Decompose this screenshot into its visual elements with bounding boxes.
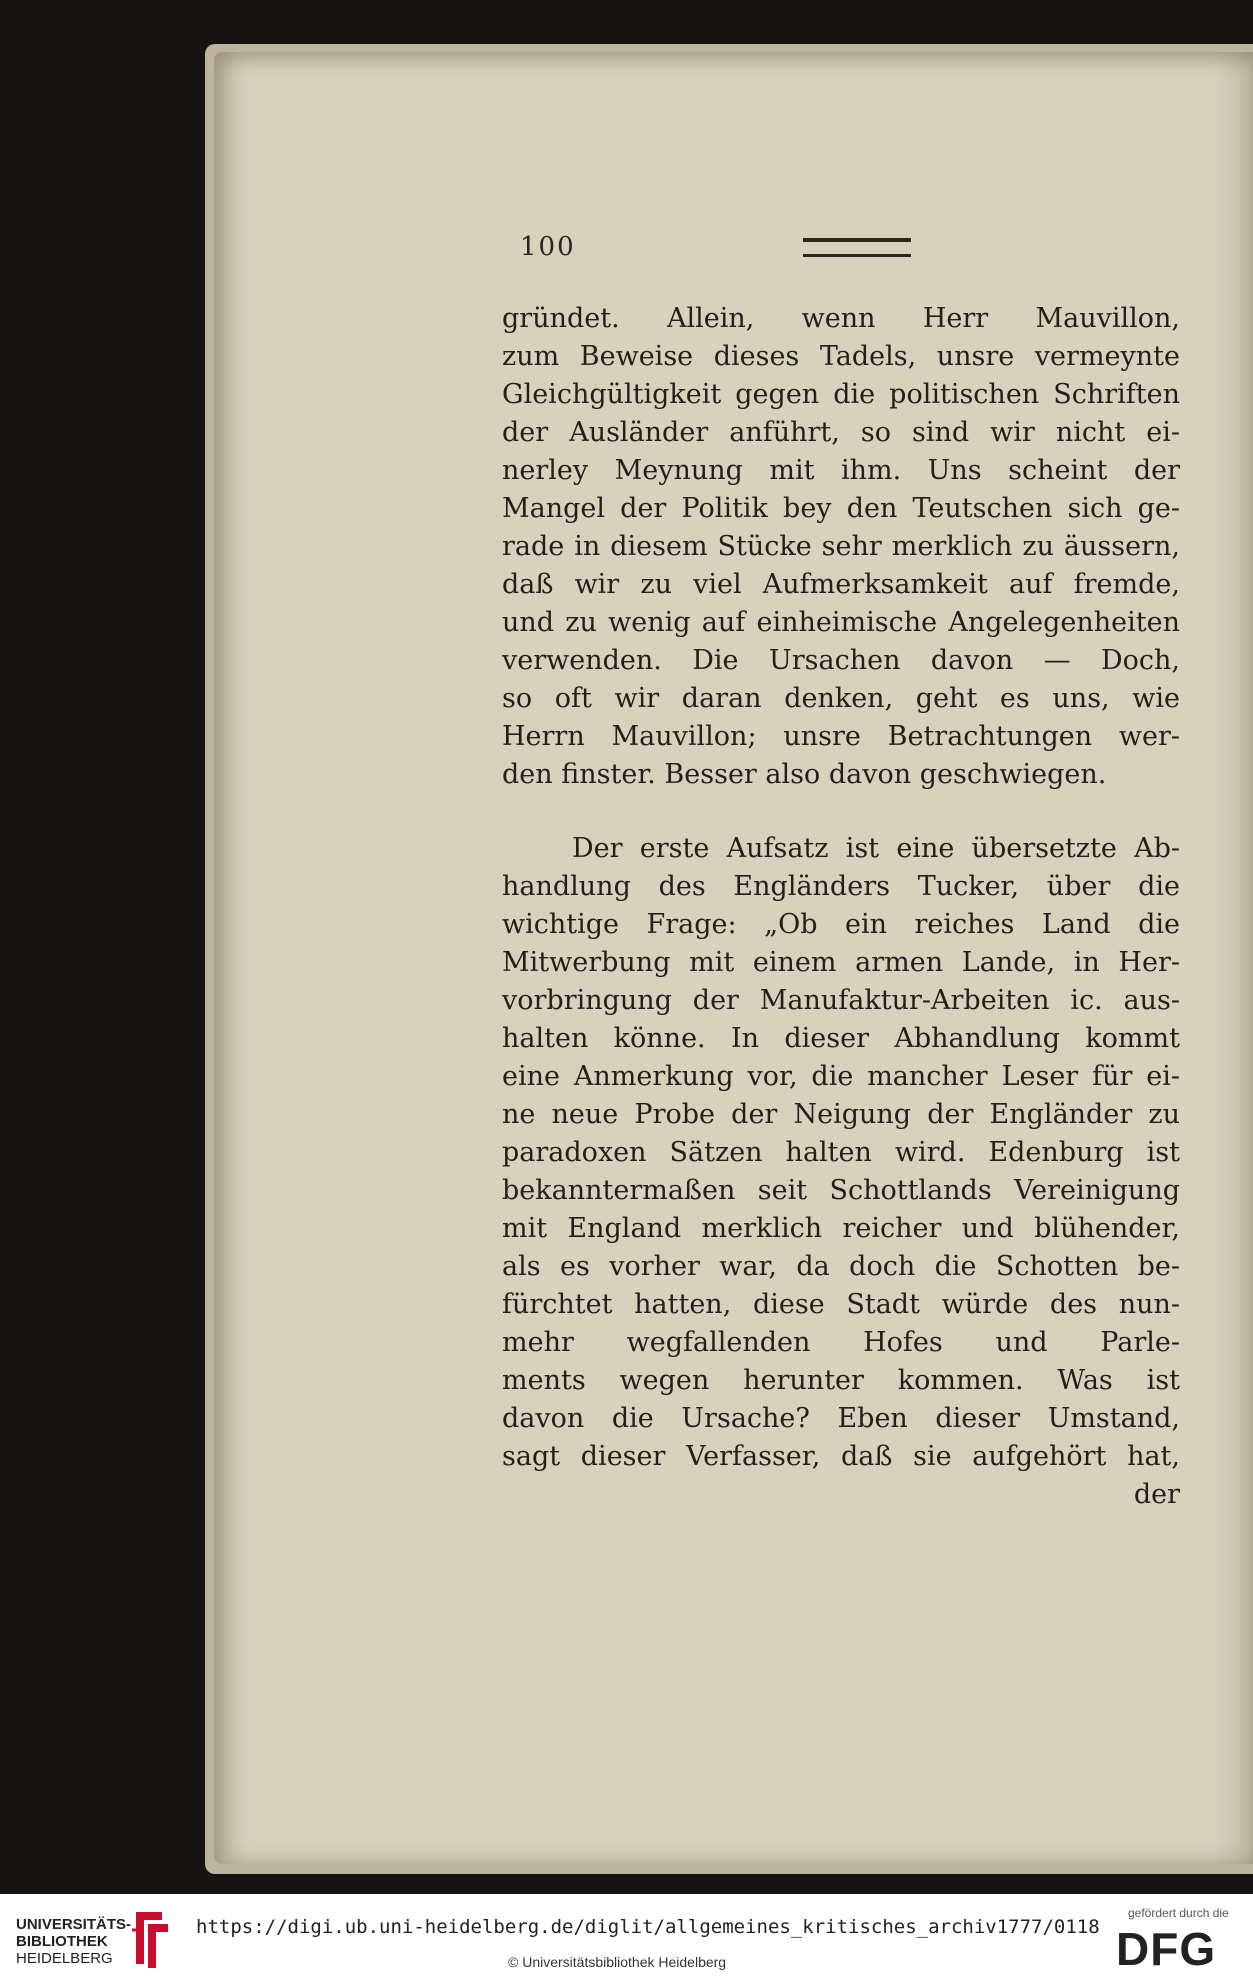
text-line: mehr wegfallenden Hofes und Parle- — [502, 1327, 1180, 1358]
header-rule — [803, 238, 911, 257]
text-line: daß wir zu viel Aufmerksamkeit auf fremde, — [502, 569, 1180, 600]
paragraph-2 — [502, 830, 1180, 1514]
footer-bar — [0, 1894, 1253, 1986]
text-line: paradoxen Sätzen halten wird. Edenburg ist — [502, 1137, 1180, 1168]
library-name-line-1: UNIVERSITÄTS- — [16, 1916, 132, 1933]
text-line: bekanntermaßen seit Schottlands Vereinigung — [502, 1175, 1180, 1206]
text-line: rade in diesem Stücke sehr merklich zu äussern, — [502, 531, 1180, 562]
funding-note: gefördert durch die — [1128, 1906, 1229, 1920]
text-line: sagt dieser Verfasser, daß sie aufgehört hat, — [502, 1441, 1180, 1472]
text-line: gründet. Allein, wenn Herr Mauvillon, — [502, 303, 1180, 334]
text-line: mit England merklich reicher und blühender, — [502, 1213, 1180, 1244]
text-line: und zu wenig auf einheimische Angelegenheiten — [502, 607, 1180, 638]
text-line: vorbringung der Manufaktur-Arbeiten ic. aus- — [502, 985, 1180, 1016]
library-logo-icon[interactable] — [128, 1908, 172, 1970]
dfg-logo[interactable]: DFG — [1116, 1923, 1217, 1975]
page-number: 100 — [520, 232, 576, 262]
text-line: verwenden. Die Ursachen davon — Doch, — [502, 645, 1180, 676]
text-line: halten könne. In dieser Abhandlung kommt — [502, 1023, 1180, 1054]
page-text — [502, 300, 1180, 1514]
copyright-notice: © Universitätsbibliothek Heidelberg — [508, 1954, 727, 1970]
paragraph-1 — [502, 300, 1180, 794]
text-line: wichtige Frage: „Ob ein reiches Land die — [502, 909, 1180, 940]
catchword: der — [1133, 1479, 1180, 1510]
text-line: Mitwerbung mit einem armen Lande, in Her- — [502, 947, 1180, 978]
text-line: der Ausländer anführt, so sind wir nicht ei- — [502, 417, 1180, 448]
text-line: Mangel der Politik bey den Teutschen sich ge- — [502, 493, 1180, 524]
text-line: Herrn Mauvillon; unsre Betrachtungen wer- — [502, 721, 1180, 752]
text-line: Der erste Aufsatz ist eine übersetzte Ab- — [572, 833, 1180, 864]
library-name-line-3: HEIDELBERG — [16, 1950, 113, 1967]
text-line: ments wegen herunter kommen. Was ist — [502, 1365, 1180, 1396]
text-line: so oft wir daran denken, geht es uns, wie — [502, 683, 1180, 714]
text-line: handlung des Engländers Tucker, über die — [502, 871, 1180, 902]
library-name[interactable] — [16, 1916, 131, 1967]
text-line: zum Beweise dieses Tadels, unsre vermeynte — [502, 341, 1180, 372]
text-line: davon die Ursache? Eben dieser Umstand, — [502, 1403, 1180, 1434]
text-line: nerley Meynung mit ihm. Uns scheint der — [502, 455, 1180, 486]
text-line: ne neue Probe der Neigung der Engländer zu — [502, 1099, 1180, 1130]
library-name-line-2: BIBLIOTHEK — [16, 1933, 108, 1950]
text-line: fürchtet hatten, diese Stadt würde des nun- — [502, 1289, 1180, 1320]
text-line: Gleichgültigkeit gegen die politischen Schriften — [502, 379, 1180, 410]
paragraph-gap — [502, 794, 1180, 830]
permalink-url[interactable]: https://digi.ub.uni-heidelberg.de/diglit/allgemeines_kritisches_archiv1777/0118 — [196, 1916, 1100, 1938]
text-line: eine Anmerkung vor, die mancher Leser für ei- — [502, 1061, 1180, 1092]
text-line: als es vorher war, da doch die Schotten be- — [502, 1251, 1180, 1282]
text-line: den finster. Besser also davon geschwiegen. — [502, 759, 1107, 790]
